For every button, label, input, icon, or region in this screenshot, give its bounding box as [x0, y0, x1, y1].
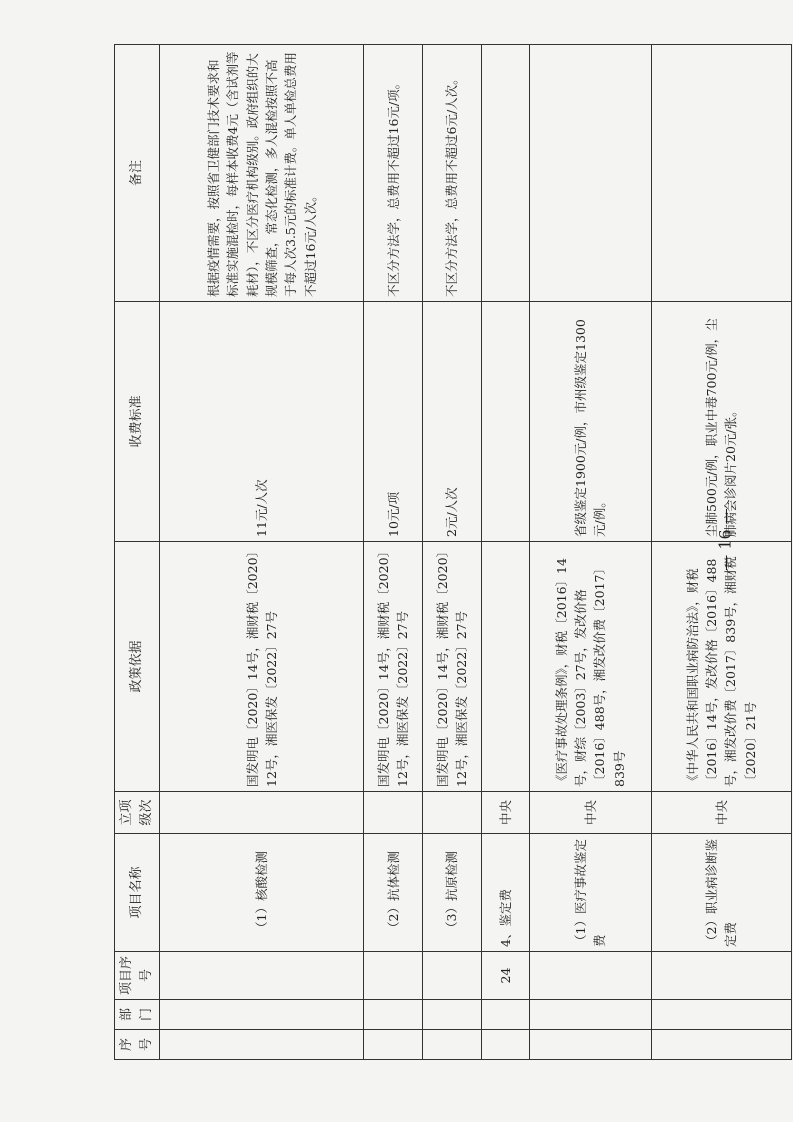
cell-level: 中央: [481, 792, 529, 834]
cell-name: （2）职业病诊断鉴定费: [651, 834, 791, 952]
header-dept: 部门: [115, 1000, 160, 1030]
cell-level: 中央: [530, 792, 651, 834]
header-seq: 序号: [115, 1030, 160, 1060]
cell-note: 不区分方法学，总费用不超过16元/项。: [364, 45, 423, 302]
cell-dept: [651, 1000, 791, 1030]
cell-policy: 国发明电〔2020〕14号，湘财税〔2020〕12号，湘医保发〔2022〕27号: [160, 542, 364, 792]
cell-item-seq: [530, 952, 651, 1000]
cell-policy: 《中华人民共和国职业病防治法》，财税〔2016〕14号，发改价格〔2016〕488号，湘发改价费〔2017〕839号，湘财税〔2020〕21号: [651, 542, 791, 792]
cell-item-seq: 24: [481, 952, 529, 1000]
cell-level: [364, 792, 423, 834]
cell-note: [481, 45, 529, 302]
cell-note: [530, 45, 651, 302]
header-item-seq: 项目序号: [115, 952, 160, 1000]
cell-seq: [160, 1030, 364, 1060]
cell-dept: [160, 1000, 364, 1030]
header-note: 备注: [115, 45, 160, 302]
cell-name: 4、鉴定费: [481, 834, 529, 952]
cell-note: [651, 45, 791, 302]
cell-seq: [530, 1030, 651, 1060]
cell-standard: 尘肺500元/例，职业中毒700元/例，尘肺病会诊阅片20元/张。: [651, 302, 791, 542]
cell-note: 根据疫情需要，按照省卫健部门技术要求和标准实施混检时，每样本收费4元（含试剂等耗材），不区分医疗机构级别。政府组织的大规模筛查，常态化检测，多人混检按照不高于每人次3.5元的标准计费。单人单检总费用不超过16元/人次。: [160, 45, 364, 302]
cell-level: [423, 792, 482, 834]
header-name: 项目名称: [115, 834, 160, 952]
cell-dept: [481, 1000, 529, 1030]
cell-item-seq: [364, 952, 423, 1000]
page-number: — 16 —: [715, 508, 735, 571]
cell-standard: 10元/项: [364, 302, 423, 542]
table-row: [481, 45, 529, 1060]
cell-item-seq: [651, 952, 791, 1000]
cell-level: [160, 792, 364, 834]
header-level: 立项级次: [115, 792, 160, 834]
rotated-table-container: [114, 45, 792, 1060]
header-standard: 收费标准: [115, 302, 160, 542]
cell-standard: 11元/人次: [160, 302, 364, 542]
cell-standard: 省级鉴定1900元/例，市州级鉴定1300元/例。: [530, 302, 651, 542]
cell-policy: 国发明电〔2020〕14号，湘财税〔2020〕12号，湘医保发〔2022〕27号: [423, 542, 482, 792]
cell-standard: 2元/人次: [423, 302, 482, 542]
cell-note: 不区分方法学，总费用不超过6元/人次。: [423, 45, 482, 302]
cell-dept: [530, 1000, 651, 1030]
cell-name: （2）抗体检测: [364, 834, 423, 952]
cell-policy: 《医疗事故处理条例》，财税〔2016〕14号，财综〔2003〕27号，发改价格〔2016〕488号，湘发改价费〔2017〕839号: [530, 542, 651, 792]
cell-name: （1）医疗事故鉴定费: [530, 834, 651, 952]
cell-item-seq: [160, 952, 364, 1000]
cell-seq: [651, 1030, 791, 1060]
table-row: [423, 45, 482, 1060]
cell-dept: [423, 1000, 482, 1030]
table-row: [530, 45, 651, 1060]
cell-policy: 国发明电〔2020〕14号，湘财税〔2020〕12号，湘医保发〔2022〕27号: [364, 542, 423, 792]
cell-name: （1）核酸检测: [160, 834, 364, 952]
header-policy: 政策依据: [115, 542, 160, 792]
fee-table: [114, 44, 792, 1060]
table-header-row: [115, 45, 160, 1060]
cell-seq: [481, 1030, 529, 1060]
cell-item-seq: [423, 952, 482, 1000]
cell-policy: [481, 542, 529, 792]
cell-seq: [364, 1030, 423, 1060]
cell-standard: [481, 302, 529, 542]
cell-dept: [364, 1000, 423, 1030]
table-row: [364, 45, 423, 1060]
cell-seq: [423, 1030, 482, 1060]
cell-level: 中央: [651, 792, 791, 834]
cell-name: （3）抗原检测: [423, 834, 482, 952]
table-row: [160, 45, 364, 1060]
